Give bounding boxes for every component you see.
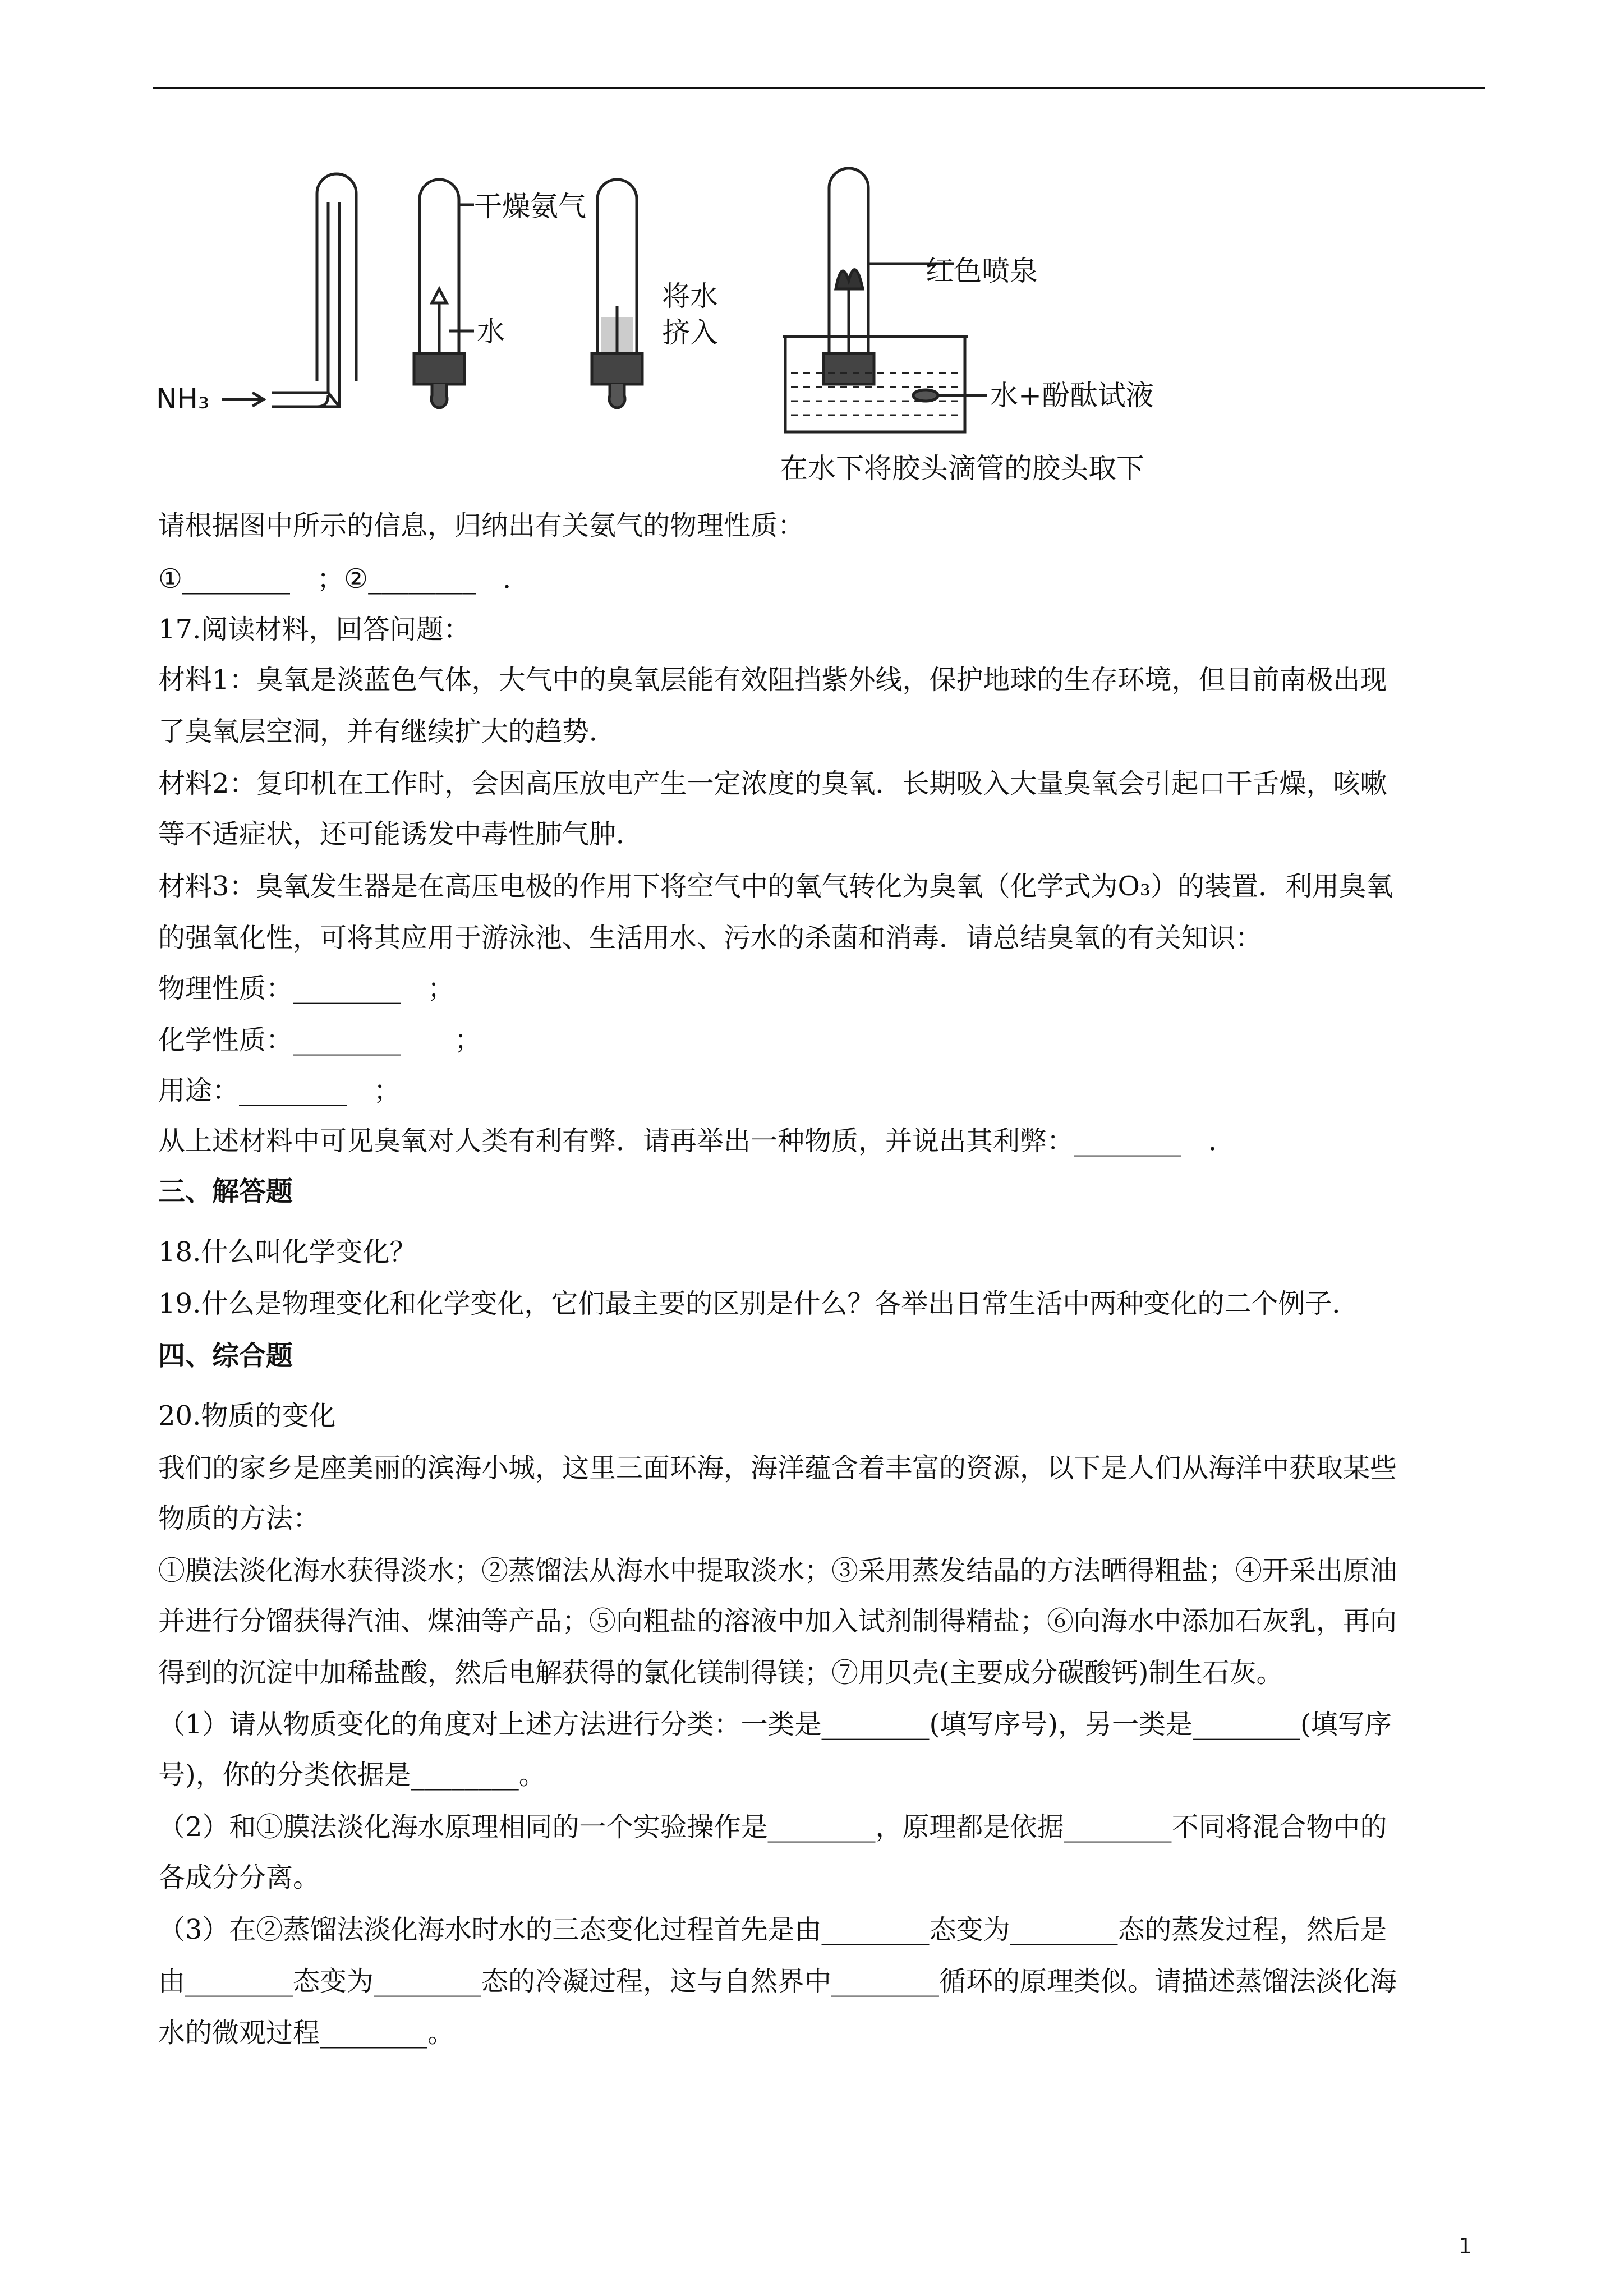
text-line: 用途：________ ； [158,1075,401,1106]
text-line: 17.阅读材料，回答问题： [158,614,471,645]
text-line: 18.什么叫化学变化？ [158,1236,417,1268]
text-line: 材料2：复印机在工作时，会因高压放电产生一定浓度的臭氧．长期吸入大量臭氧会引起口干舌燥，咳嗽 [158,768,1387,799]
text-line: 材料3：臭氧发生器是在高压电极的作用下将空气中的氧气转化为臭氧（化学式为O₃）的装置．利用臭氧 [158,871,1393,902]
page-number: 1 [1459,2234,1473,2258]
stopper-3 [592,353,642,384]
text-line: 化学性质：________ ； [158,1024,482,1056]
delivery-pipe-bend [317,395,328,407]
text-line: 水的微观过程________。 [158,2017,455,2049]
section-heading: 四、综合题 [158,1340,293,1372]
text-line: ①膜法淡化海水获得淡水；②蒸馏法从海水中提取淡水；③采用蒸发结晶的方法晒得粗盐；④开采出原油 [158,1555,1397,1586]
text-line: 19.什么是物理变化和化学变化，它们最主要的区别是什么？各举出日常生活中两种变化的二个例子． [158,1288,1359,1319]
text-line: 的强氧化性，可将其应用于游泳池、生活用水、污水的杀菌和消毒．请总结臭氧的有关知识： [158,922,1263,954]
text-line: 物理性质：________ ； [158,973,455,1004]
nh3-label: NH₃ [156,383,210,415]
label-red-fountain: 红色喷泉 [926,255,1038,287]
text-line: （1）请从物质变化的角度对上述方法进行分类：一类是________(填写序号)，另一类是________(填写序 [158,1709,1392,1740]
text-line: （2）和①膜法淡化海水原理相同的一个实验操作是________，原理都是依据________不同将混合物中的 [158,1811,1387,1843]
label-squeeze-1: 将水 [662,280,718,312]
text-line: 物质的方法： [158,1503,320,1534]
text-line: 从上述材料中可见臭氧对人类有利有弊．请再举出一种物质，并说出其利弊：________ ． [158,1125,1236,1157]
stopper-4 [823,353,874,384]
figure-caption: 在水下将胶头滴管的胶头取下 [780,452,1144,485]
text-line: 由________态变为________态的冷凝过程，这与自然界中________循环的原理类似。请描述蒸馏法淡化海 [158,1966,1397,1997]
text-line: 并进行分馏获得汽油、煤油等产品；⑤向粗盐的溶液中加入试剂制得精盐；⑥向海水中添加石灰乳，再向 [158,1605,1397,1637]
fountain [836,270,863,289]
text-line: 了臭氧层空洞，并有继续扩大的趋势． [158,716,617,747]
text-line: 等不适症状，还可能诱发中毒性肺气肿． [158,818,643,850]
bulb-3 [609,384,625,408]
text-line: 请根据图中所示的信息，归纳出有关氨气的物理性质： [158,510,805,541]
bulb-2 [431,384,447,408]
text-line: 各成分分离。 [158,1862,320,1893]
label-water: 水 [477,315,505,348]
label-water-phenol: 水+酚酞试液 [990,379,1154,412]
label-squeeze-2: 挤入 [662,316,718,349]
text-line: 材料1：臭氧是淡蓝色气体，大气中的臭氧层能有效阻挡紫外线，保护地球的生存环境，但目前南极出现 [158,664,1387,696]
text-line: 20.物质的变化 [158,1400,336,1432]
ammonia-fountain-figure [0,0,1624,505]
text-line: 我们的家乡是座美丽的滨海小城，这里三面环海，海洋蕴含着丰富的资源，以下是人们从海洋中获取某些 [158,1452,1397,1484]
tube-1 [317,174,356,381]
text-line: 号)，你的分类依据是________。 [158,1759,546,1791]
stopper-2 [414,353,464,384]
dropper-2 [432,289,447,353]
label-dry-ammonia: 干燥氨气 [474,190,586,223]
text-line: 得到的沉淀中加稀盐酸，然后电解获得的氯化镁制得镁；⑦用贝壳(主要成分碳酸钙)制生石灰。 [158,1657,1283,1688]
section-heading: 三、解答题 [158,1176,293,1207]
text-line: ①________ ；②________ ． [158,563,530,595]
delivery-pipe [272,202,339,407]
text-line: （3）在②蒸馏法淡化海水时水的三态变化过程首先是由________态变为________态的蒸发过程，然后是 [158,1914,1387,1945]
